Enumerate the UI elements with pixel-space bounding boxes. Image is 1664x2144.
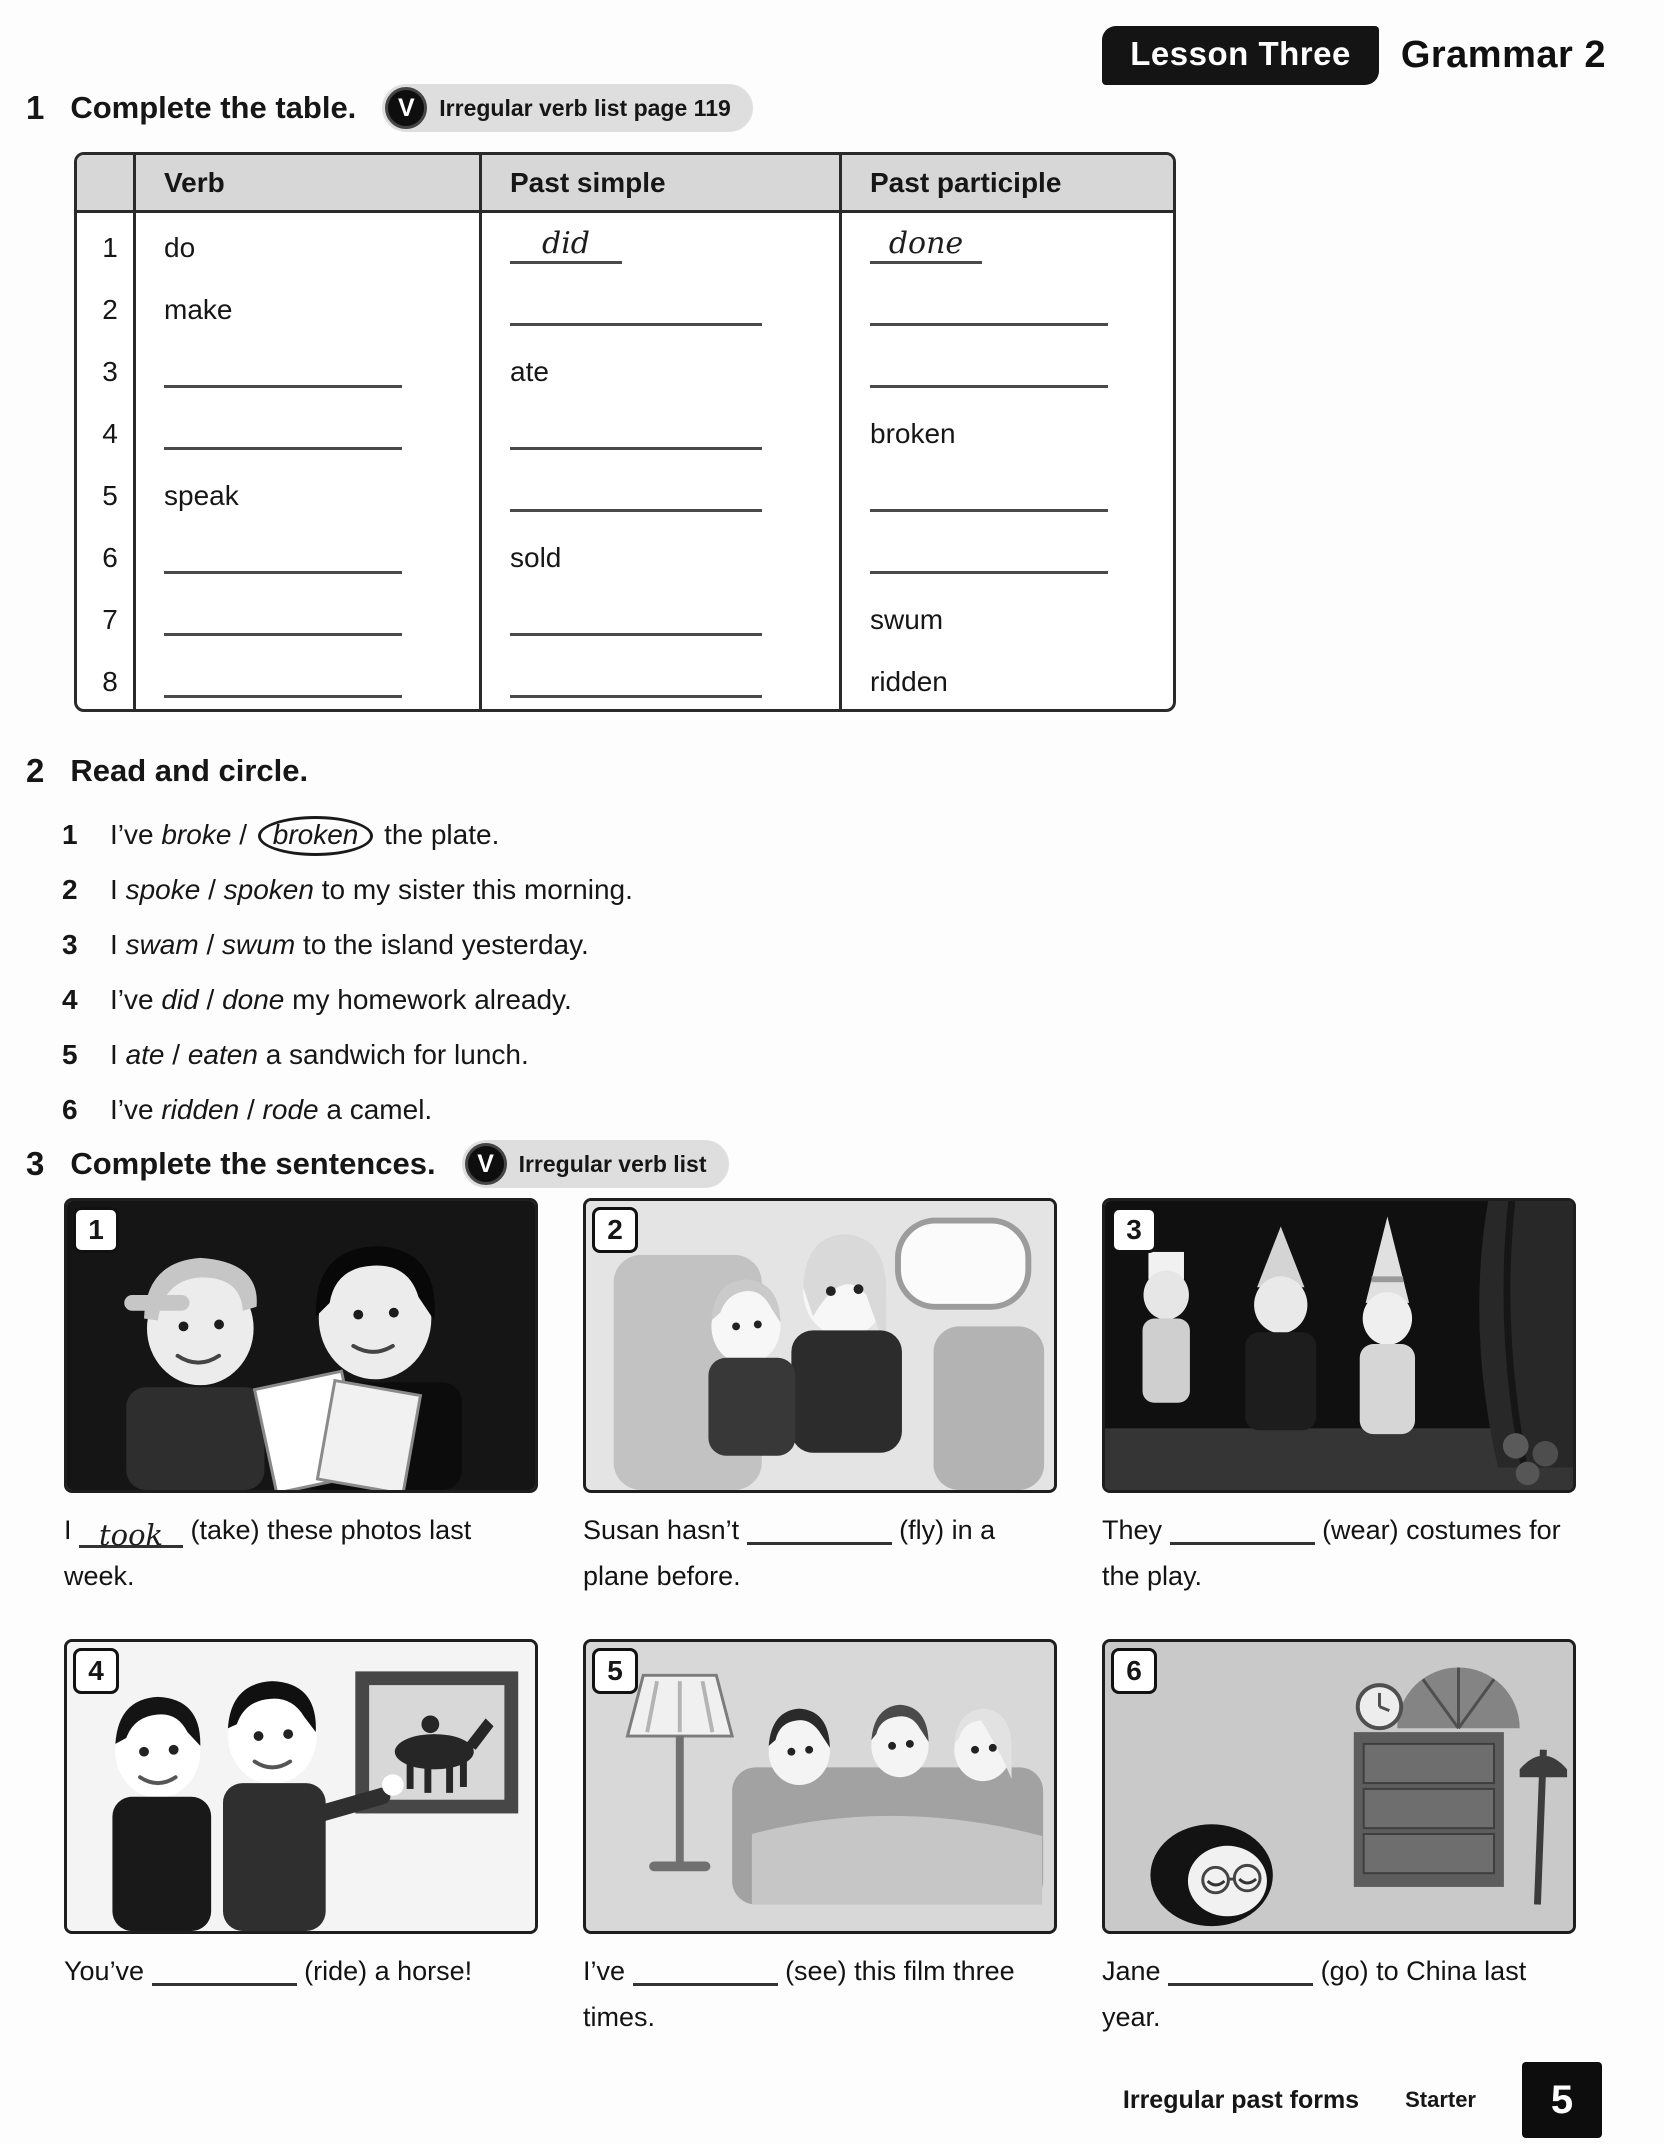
answer-slot[interactable] bbox=[510, 601, 762, 636]
caption-start: I bbox=[64, 1515, 72, 1545]
table-row bbox=[77, 523, 1173, 585]
grammar-label: Grammar 2 bbox=[1400, 34, 1606, 76]
table-header-row bbox=[77, 155, 1173, 213]
read-circle-item bbox=[62, 1091, 633, 1129]
item-number: 2 bbox=[62, 874, 78, 905]
cell-past-participle bbox=[839, 523, 1173, 585]
exercise-number: 2 bbox=[26, 752, 45, 789]
cell-past-participle bbox=[839, 647, 1173, 709]
option-2[interactable]: spoken bbox=[223, 874, 314, 905]
item-text bbox=[110, 816, 499, 854]
answer-slot[interactable] bbox=[870, 477, 1108, 512]
row-number: 3 bbox=[102, 356, 118, 387]
caption-start: You’ve bbox=[64, 1956, 145, 1986]
caption-end: (take) these photos last week. bbox=[64, 1515, 472, 1591]
panel-6 bbox=[1102, 1639, 1576, 2040]
answer-slot[interactable] bbox=[164, 601, 402, 636]
sentence-end: the plate. bbox=[384, 819, 500, 850]
read-circle-item bbox=[62, 871, 633, 909]
option-separator: / bbox=[172, 1039, 181, 1070]
page-footer bbox=[1123, 2062, 1602, 2138]
cell-past-simple bbox=[479, 647, 839, 709]
cell-past-participle bbox=[839, 337, 1173, 399]
row-number: 5 bbox=[102, 480, 118, 511]
cell-verb bbox=[133, 213, 479, 275]
answer-slot[interactable] bbox=[870, 539, 1108, 574]
sentence-end: a camel. bbox=[326, 1094, 433, 1125]
panel-number: 1 bbox=[73, 1207, 119, 1253]
footer-level: Starter bbox=[1405, 2087, 1476, 2112]
panel-number: 5 bbox=[592, 1648, 638, 1694]
lesson-label: Lesson Three bbox=[1102, 26, 1379, 85]
item-number: 3 bbox=[62, 929, 78, 960]
sentence-end: to my sister this morning. bbox=[321, 874, 633, 905]
cell-verb bbox=[133, 523, 479, 585]
answer-slot[interactable]: did bbox=[510, 226, 622, 264]
lesson-banner bbox=[1102, 26, 1606, 85]
row-number: 7 bbox=[102, 604, 118, 635]
cell-verb bbox=[133, 399, 479, 461]
table-row bbox=[77, 461, 1173, 523]
answer-blank[interactable] bbox=[152, 1950, 297, 1986]
panel-image-frame bbox=[1102, 1198, 1576, 1493]
option-1[interactable]: ridden bbox=[161, 1094, 240, 1125]
family-watching-film-on-sofa-illustration bbox=[586, 1642, 1054, 1931]
answer-blank[interactable] bbox=[1168, 1950, 1313, 1986]
panel-5 bbox=[583, 1639, 1057, 2040]
answer-slot[interactable] bbox=[510, 663, 762, 698]
option-2[interactable]: swum bbox=[222, 929, 296, 960]
panel-number: 3 bbox=[1111, 1207, 1157, 1253]
verb-text: ridden bbox=[870, 666, 948, 697]
item-text bbox=[110, 981, 572, 1019]
sentence-end: to the island yesterday. bbox=[302, 929, 589, 960]
option-2[interactable]: done bbox=[222, 984, 285, 1015]
sentence-start: I’ve bbox=[110, 819, 154, 850]
exercise1-heading bbox=[26, 84, 753, 132]
exercise-title: Complete the sentences. bbox=[70, 1146, 436, 1181]
sentence-start: I bbox=[110, 929, 118, 960]
panel-caption bbox=[583, 1507, 1057, 1599]
option-separator: / bbox=[239, 819, 247, 850]
panel-image-frame bbox=[583, 1639, 1057, 1934]
item-number: 1 bbox=[62, 819, 78, 850]
panel-4 bbox=[64, 1639, 538, 2040]
answer-slot[interactable] bbox=[510, 291, 762, 326]
option-1[interactable]: broke bbox=[161, 819, 232, 850]
verb-list-badge[interactable] bbox=[382, 84, 752, 132]
exercise-number: 1 bbox=[26, 89, 45, 126]
caption-start: They bbox=[1102, 1515, 1163, 1545]
column-header-past-participle: Past participle bbox=[839, 155, 1173, 210]
row-number: 4 bbox=[102, 418, 118, 449]
verb-text: speak bbox=[164, 480, 239, 511]
answer-slot[interactable] bbox=[510, 415, 762, 450]
cell-verb bbox=[133, 275, 479, 337]
cell-past-simple bbox=[479, 461, 839, 523]
item-number: 5 bbox=[62, 1039, 78, 1070]
answer-slot[interactable] bbox=[164, 539, 402, 574]
panel-image-frame bbox=[1102, 1639, 1576, 1934]
cell-past-simple bbox=[479, 213, 839, 275]
cell-verb bbox=[133, 461, 479, 523]
answer-blank[interactable]: took bbox=[79, 1512, 183, 1548]
footer-topic: Irregular past forms bbox=[1122, 2085, 1360, 2114]
caption-end: (see) this film three times. bbox=[583, 1956, 1015, 2032]
answer-slot[interactable]: done bbox=[870, 226, 982, 264]
read-circle-item bbox=[62, 1036, 633, 1074]
answer-slot[interactable] bbox=[870, 291, 1108, 326]
page-number: 5 bbox=[1522, 2062, 1602, 2138]
exercise-number: 3 bbox=[26, 1145, 45, 1182]
cell-past-participle bbox=[839, 399, 1173, 461]
option-1[interactable]: swam bbox=[125, 929, 199, 960]
read-circle-item bbox=[62, 981, 633, 1019]
caption-end: (fly) in a plane before. bbox=[583, 1515, 996, 1591]
children-performing-on-stage-illustration bbox=[1105, 1201, 1573, 1490]
item-text bbox=[110, 871, 633, 909]
panel-image-frame bbox=[64, 1198, 538, 1493]
girl-asleep-in-bedroom-illustration bbox=[1105, 1642, 1573, 1931]
read-circle-item bbox=[62, 816, 633, 854]
panel-3 bbox=[1102, 1198, 1576, 1599]
option-separator: / bbox=[246, 1094, 255, 1125]
panel-caption bbox=[583, 1948, 1057, 2040]
mother-and-child-on-plane-illustration bbox=[586, 1201, 1054, 1490]
panel-image-frame bbox=[583, 1198, 1057, 1493]
cell-past-simple bbox=[479, 275, 839, 337]
caption-end: (go) to China last year. bbox=[1102, 1956, 1527, 2032]
column-header-verb: Verb bbox=[133, 155, 479, 210]
item-text bbox=[110, 926, 589, 964]
option-1[interactable]: spoke bbox=[125, 874, 201, 905]
caption-end: (wear) costumes for the play. bbox=[1102, 1515, 1561, 1591]
sentence-start: I’ve bbox=[110, 984, 154, 1015]
panel-2 bbox=[583, 1198, 1057, 1599]
panel-caption bbox=[1102, 1948, 1576, 2040]
cell-past-participle bbox=[839, 275, 1173, 337]
table-row bbox=[77, 647, 1173, 709]
verb-table bbox=[74, 152, 1176, 712]
verb-text: ate bbox=[510, 356, 549, 387]
option-1[interactable]: did bbox=[161, 984, 199, 1015]
answer-slot[interactable] bbox=[164, 415, 402, 450]
answer-slot[interactable] bbox=[164, 663, 402, 698]
answer-blank[interactable] bbox=[633, 1950, 778, 1986]
panel-image-frame bbox=[64, 1639, 538, 1934]
option-separator: / bbox=[206, 929, 215, 960]
sentence-start: I bbox=[110, 874, 118, 905]
cell-past-participle bbox=[839, 213, 1173, 275]
table-row bbox=[77, 275, 1173, 337]
verb-text: swum bbox=[870, 604, 944, 635]
exercise3-heading bbox=[26, 1140, 729, 1188]
verb-text: broken bbox=[870, 418, 956, 449]
cell-past-simple bbox=[479, 585, 839, 647]
column-header-past-simple: Past simple bbox=[479, 155, 839, 210]
exercise-title: Complete the table. bbox=[70, 90, 357, 125]
caption-end: (ride) a horse! bbox=[304, 1956, 473, 1986]
item-text bbox=[110, 1091, 432, 1129]
sentence-end: my homework already. bbox=[292, 984, 572, 1015]
table-corner-cell bbox=[77, 155, 133, 210]
option-2[interactable]: rode bbox=[262, 1094, 319, 1125]
item-number: 6 bbox=[62, 1094, 78, 1125]
answer-slot[interactable] bbox=[164, 353, 402, 388]
panel-number: 2 bbox=[592, 1207, 638, 1253]
option-separator: / bbox=[206, 984, 215, 1015]
verb-text: make bbox=[164, 294, 233, 325]
row-number: 6 bbox=[102, 542, 118, 573]
verb-list-label: Irregular verb list bbox=[518, 1150, 707, 1177]
table-row bbox=[77, 585, 1173, 647]
option-1[interactable]: ate bbox=[125, 1039, 165, 1070]
two-boys-looking-at-photos-illustration bbox=[67, 1201, 535, 1490]
exercise-title: Read and circle. bbox=[70, 753, 309, 788]
table-row bbox=[77, 399, 1173, 461]
item-number: 4 bbox=[62, 984, 78, 1015]
caption-start: I’ve bbox=[583, 1956, 626, 1986]
verb-list-badge[interactable] bbox=[462, 1140, 729, 1188]
item-text bbox=[110, 1036, 529, 1074]
answer-blank[interactable] bbox=[747, 1509, 892, 1545]
boys-pointing-at-horse-painting-illustration bbox=[67, 1642, 535, 1931]
sentence-start: I bbox=[110, 1039, 118, 1070]
panel-caption bbox=[64, 1507, 538, 1599]
table-body bbox=[77, 213, 1173, 709]
cell-verb bbox=[133, 585, 479, 647]
read-circle-item bbox=[62, 926, 633, 964]
sentence-end: a sandwich for lunch. bbox=[265, 1039, 529, 1070]
sentence-panels bbox=[64, 1198, 1576, 2040]
option-separator: / bbox=[208, 874, 216, 905]
option-2-circled[interactable]: broken bbox=[258, 816, 374, 856]
table-row bbox=[77, 213, 1173, 275]
verb-list-label: Irregular verb list page 119 bbox=[439, 94, 731, 121]
caption-start: Susan hasn’t bbox=[583, 1515, 740, 1545]
table-row bbox=[77, 337, 1173, 399]
row-number: 1 bbox=[102, 232, 118, 263]
verb-list-icon: V bbox=[465, 1143, 507, 1185]
answer-blank[interactable] bbox=[1170, 1509, 1315, 1545]
cell-past-simple bbox=[479, 337, 839, 399]
cell-past-participle bbox=[839, 461, 1173, 523]
cell-past-simple bbox=[479, 399, 839, 461]
row-number: 8 bbox=[102, 666, 118, 697]
panel-caption bbox=[64, 1948, 538, 1994]
cell-past-simple bbox=[479, 523, 839, 585]
exercise2-heading bbox=[26, 752, 308, 790]
cell-past-participle bbox=[839, 585, 1173, 647]
answer-slot[interactable] bbox=[870, 353, 1108, 388]
panel-1 bbox=[64, 1198, 538, 1599]
row-number: 2 bbox=[102, 294, 118, 325]
verb-text: sold bbox=[510, 542, 562, 573]
verb-list-icon: V bbox=[385, 87, 427, 129]
sentence-start: I’ve bbox=[110, 1094, 154, 1125]
option-2[interactable]: eaten bbox=[187, 1039, 258, 1070]
answer-slot[interactable] bbox=[510, 477, 762, 512]
cell-verb bbox=[133, 647, 479, 709]
panel-number: 6 bbox=[1111, 1648, 1157, 1694]
caption-start: Jane bbox=[1102, 1956, 1161, 1986]
cell-verb bbox=[133, 337, 479, 399]
verb-text: do bbox=[164, 232, 196, 263]
panel-number: 4 bbox=[73, 1648, 119, 1694]
read-and-circle-list bbox=[62, 816, 633, 1129]
panel-caption bbox=[1102, 1507, 1576, 1599]
